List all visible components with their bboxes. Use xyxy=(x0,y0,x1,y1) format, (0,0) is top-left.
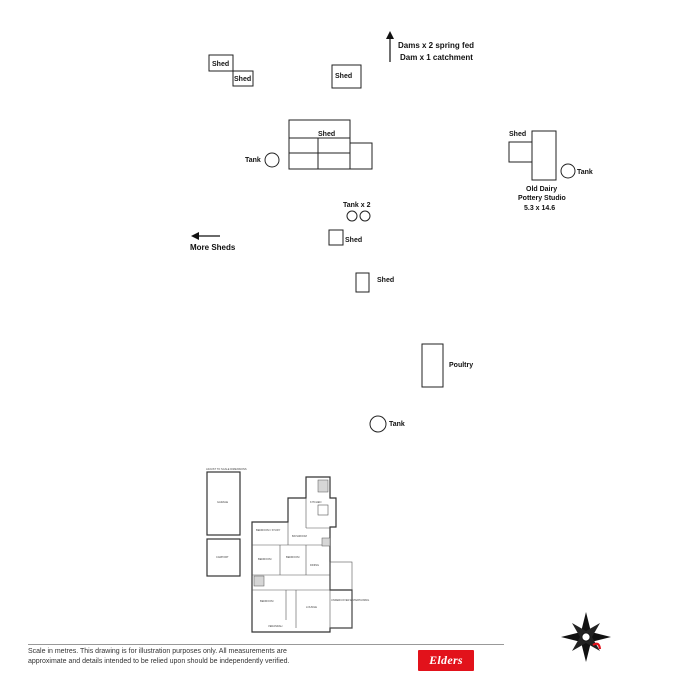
studio-label-3: 5.3 x 14.6 xyxy=(524,205,556,212)
footer-divider xyxy=(28,644,504,645)
tank-pair-1 xyxy=(347,211,357,221)
tank-left xyxy=(265,153,279,167)
poultry-shed xyxy=(422,344,443,387)
floorplan-bath-fixture xyxy=(322,538,330,546)
elders-logo-text: Elders xyxy=(429,653,463,667)
shed-right-label: Shed xyxy=(509,131,527,138)
floorplan-verandah-label: VERANDAH xyxy=(268,625,283,628)
floorplan-dining-label: DINING xyxy=(310,564,320,567)
shed-top-left-2-label: Shed xyxy=(234,76,252,83)
disclaimer-text xyxy=(28,647,358,667)
shed-top-left-label: Shed xyxy=(212,61,230,68)
shed-mid-2-label: Shed xyxy=(377,277,395,284)
more-sheds-label: More Sheds xyxy=(190,243,236,252)
dams-note-line1: Dams x 2 spring fed xyxy=(398,41,475,50)
main-shed-label: Shed xyxy=(318,131,336,138)
old-dairy-studio xyxy=(532,131,556,180)
floorplan-bedroom-a-label: BEDROOM xyxy=(258,558,272,561)
shed-top-centre-label: Shed xyxy=(335,73,353,80)
compass-rose-icon xyxy=(561,612,611,662)
floorplan-bedroom-c-label: BEDROOM xyxy=(260,600,274,603)
elders-logo xyxy=(418,650,474,671)
floorplan-laundry-fixture xyxy=(254,576,264,586)
shed-right xyxy=(509,142,532,162)
floorplan-bedroom-b-label: BEDROOM xyxy=(286,556,300,559)
tank-bottom xyxy=(370,416,386,432)
floorplan-undercover-label: UNDERCOVER ENTERTAINING xyxy=(331,599,370,602)
studio-label-2: Pottery Studio xyxy=(518,195,566,202)
floorplan-lounge-label: LOUNGE xyxy=(306,606,317,609)
tank-pair-2 xyxy=(360,211,370,221)
main-shed-complex xyxy=(289,120,372,169)
floorplan-bathroom-label: BATHROOM xyxy=(292,535,307,538)
disclaimer-line-1: Scale in metres. This drawing is for illustration purposes only. All measurements are xyxy=(28,648,287,655)
house-floorplan xyxy=(206,467,369,632)
tank-x2-label: Tank x 2 xyxy=(343,202,371,209)
disclaimer-line-2: approximate and details intended to be relied upon should be independently verified. xyxy=(28,658,290,665)
shed-mid-2 xyxy=(356,273,369,292)
dams-note-line2: Dam x 1 catchment xyxy=(400,53,473,62)
west-arrow-icon xyxy=(191,232,220,240)
tank-bottom-label: Tank xyxy=(389,421,405,428)
tank-left-label: Tank xyxy=(245,157,261,164)
floorplan-carport-label: CARPORT xyxy=(216,556,229,559)
floorplan-garage-label: GARAGE xyxy=(217,501,229,504)
floorplan-kitchen-fixture xyxy=(318,480,328,492)
poultry-label: Poultry xyxy=(449,362,474,369)
shed-mid-1 xyxy=(329,230,343,245)
north-arrow-icon xyxy=(386,31,394,62)
tank-right-label: Tank xyxy=(577,169,593,176)
floorplan-top-note: ADJUST TO SCALE DIMENSIONS xyxy=(206,468,247,471)
floorplan-kitchen-label: KITCHEN xyxy=(310,501,322,504)
studio-label-1: Old Dairy xyxy=(526,186,558,193)
tank-right xyxy=(561,164,575,178)
floorplan-bedroom-study-label: BEDROOM / STUDY xyxy=(256,529,281,532)
shed-mid-1-label: Shed xyxy=(345,237,363,244)
